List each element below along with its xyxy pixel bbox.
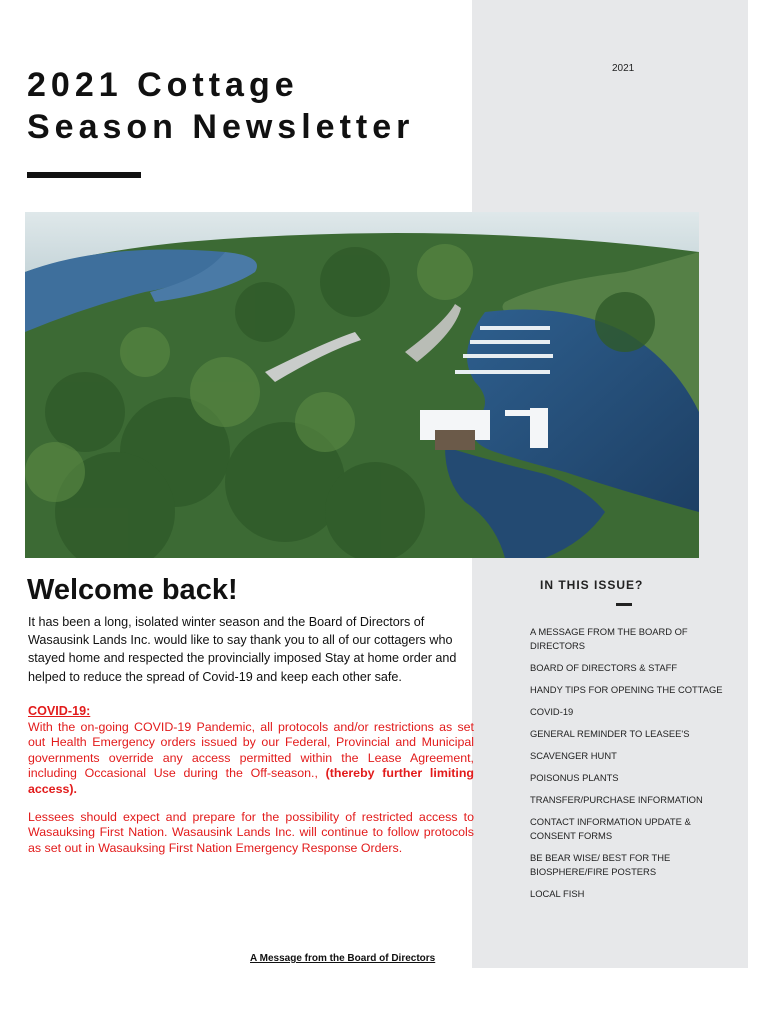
title-underline — [27, 172, 141, 178]
aerial-marina-photo — [25, 212, 699, 558]
welcome-intro: It has been a long, isolated winter season and the Board of Directors of Wasausink Lands Inc. would like to say thank you to all of our cottagers who stayed home and respected the provincially imposed Stay at home order and helped to reduce the spread of Covid-19 and keep each other safe. — [28, 615, 457, 684]
board-message-link[interactable]: A Message from the Board of Directors — [250, 953, 436, 964]
contents-item: A MESSAGE FROM THE BOARD OF DIRECTORS — [530, 626, 688, 651]
title-line-1: 2021 Cottage — [27, 66, 299, 104]
title-line-2: Season Newsletter — [27, 108, 415, 146]
contents-item: LOCAL FISH — [530, 888, 585, 899]
page-title — [27, 64, 414, 148]
contents-item: POISONUS PLANTS — [530, 772, 619, 783]
contents-item: HANDY TIPS FOR OPENING THE COTTAGE — [530, 684, 723, 695]
contents-item: BE BEAR WISE/ BEST FOR THE BIOSPHERE/FIRE POSTERS — [530, 852, 671, 877]
covid-paragraph-1-bold: (thereby further limiting access). — [28, 766, 474, 796]
contents-item: TRANSFER/PURCHASE INFORMATION — [530, 794, 703, 805]
contents-item: BOARD OF DIRECTORS & STAFF — [530, 662, 678, 673]
covid-paragraph-1 — [28, 720, 474, 797]
contents-item: COVID-19 — [530, 706, 574, 717]
issue-contents-list — [530, 625, 730, 909]
in-this-issue-divider — [616, 603, 632, 606]
covid-paragraph-2: Lessees should expect and prepare for the possibility of restricted access to Wasauksing First Nation. Wasausink Lands Inc. will continue to follow protocols as set out in Wasauksing First Nation Emergency Response Orders. — [28, 810, 474, 855]
issue-year: 2021 — [612, 63, 635, 74]
contents-item: SCAVENGER HUNT — [530, 750, 617, 761]
welcome-heading: Welcome back! — [27, 574, 238, 606]
in-this-issue-heading: IN THIS ISSUE? — [540, 578, 644, 592]
covid-paragraph-1-text: With the on-going COVID-19 Pandemic, all protocols and/or restrictions as set out Health Emergency orders issued by our Federal, Provincial and Municipal governments override any access permitted within the Lease Agreement, including Occasional Use during the Off-season., — [28, 720, 474, 781]
contents-item: GENERAL REMINDER TO LEASEE'S — [530, 728, 690, 739]
covid-heading: COVID-19: — [28, 704, 91, 718]
contents-item: CONTACT INFORMATION UPDATE & CONSENT FORMS — [530, 816, 691, 841]
